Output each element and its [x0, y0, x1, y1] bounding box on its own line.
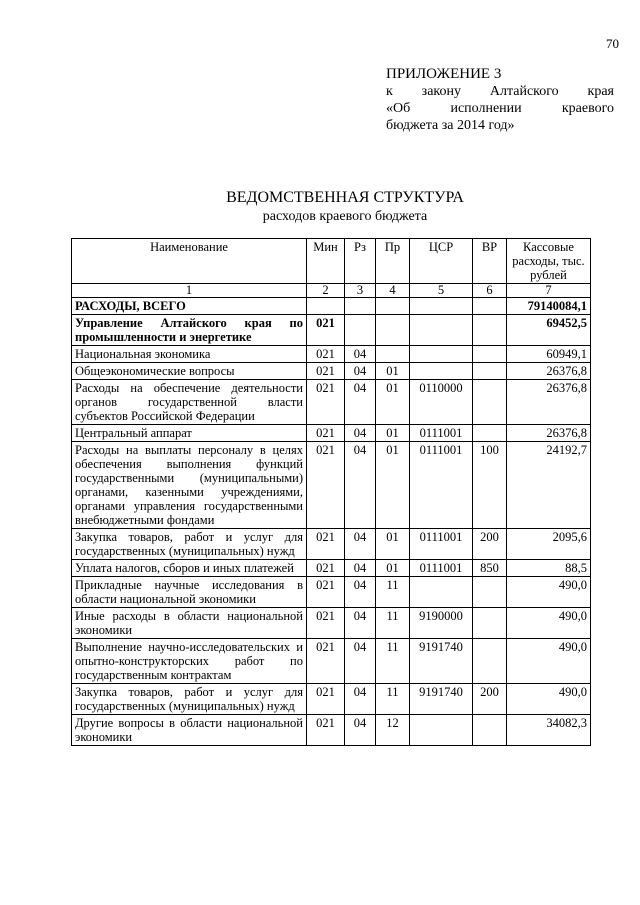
- cell-rz: 04: [345, 684, 376, 715]
- cell-rz: 04: [345, 608, 376, 639]
- cell-vr: [473, 298, 507, 315]
- cell-vr: 200: [473, 684, 507, 715]
- cell-rz: 04: [345, 363, 376, 380]
- table-body: [72, 298, 591, 746]
- header-csr: ЦСР: [410, 239, 473, 284]
- cell-name: Национальная экономика: [72, 346, 307, 363]
- column-number: 7: [507, 284, 591, 298]
- cell-pr: 11: [376, 608, 410, 639]
- table-row: [72, 380, 591, 425]
- cell-rz: 04: [345, 715, 376, 746]
- cell-rz: 04: [345, 639, 376, 684]
- table-row: [72, 442, 591, 529]
- cell-amount: 24192,7: [507, 442, 591, 529]
- cell-vr: [473, 715, 507, 746]
- cell-min: 021: [307, 442, 345, 529]
- cell-vr: [473, 346, 507, 363]
- cell-amount: 34082,3: [507, 715, 591, 746]
- cell-pr: 01: [376, 425, 410, 442]
- cell-amount: 490,0: [507, 608, 591, 639]
- header-amount: Кассовые расходы, тыс. рублей: [507, 239, 591, 284]
- table-row: [72, 560, 591, 577]
- cell-amount: 88,5: [507, 560, 591, 577]
- cell-vr: [473, 577, 507, 608]
- table-row: [72, 684, 591, 715]
- cell-pr: 11: [376, 684, 410, 715]
- cell-name: Выполнение научно-исследовательских и опытно-конструкторских работ по государственным контрактам: [72, 639, 307, 684]
- cell-name: РАСХОДЫ, ВСЕГО: [72, 298, 307, 315]
- cell-amount: 26376,8: [507, 425, 591, 442]
- table-row: [72, 529, 591, 560]
- column-number: 5: [410, 284, 473, 298]
- cell-rz: 04: [345, 560, 376, 577]
- cell-amount: 79140084,1: [507, 298, 591, 315]
- table-row: [72, 425, 591, 442]
- cell-pr: 12: [376, 715, 410, 746]
- cell-min: 021: [307, 315, 345, 346]
- table-column-numbers-row: [72, 284, 591, 298]
- cell-vr: 850: [473, 560, 507, 577]
- cell-rz: 04: [345, 442, 376, 529]
- cell-name: Другие вопросы в области национальной экономики: [72, 715, 307, 746]
- cell-rz: 04: [345, 346, 376, 363]
- budget-table: [71, 238, 591, 746]
- appendix-line-1: [386, 83, 614, 100]
- cell-vr: 200: [473, 529, 507, 560]
- page-number: 70: [606, 36, 619, 51]
- column-number: 4: [376, 284, 410, 298]
- cell-pr: 11: [376, 639, 410, 684]
- table-row: [72, 608, 591, 639]
- cell-min: [307, 298, 345, 315]
- cell-name: Центральный аппарат: [72, 425, 307, 442]
- cell-amount: 60949,1: [507, 346, 591, 363]
- cell-name: Расходы на обеспечение деятельности органов государственной власти субъектов Российской Федерации: [72, 380, 307, 425]
- cell-vr: 100: [473, 442, 507, 529]
- cell-amount: 490,0: [507, 684, 591, 715]
- cell-min: 021: [307, 577, 345, 608]
- cell-csr: [410, 363, 473, 380]
- cell-vr: [473, 315, 507, 346]
- table-row: [72, 363, 591, 380]
- appendix-line-3: бюджета за 2014 год»: [386, 118, 515, 133]
- cell-amount: 69452,5: [507, 315, 591, 346]
- header-name: Наименование: [72, 239, 307, 284]
- cell-vr: [473, 380, 507, 425]
- table-row: [72, 639, 591, 684]
- cell-name: Управление Алтайского края по промышленности и энергетике: [72, 315, 307, 346]
- appendix-title: ПРИЛОЖЕНИЕ 3: [386, 66, 502, 82]
- column-number: 6: [473, 284, 507, 298]
- cell-name: Расходы на выплаты персоналу в целях обеспечения выполнения функций государственными (муниципальными) органами, казенными учреждениями, органами управления государственными внебюджетными фондами: [72, 442, 307, 529]
- cell-amount: 26376,8: [507, 380, 591, 425]
- cell-pr: 11: [376, 577, 410, 608]
- cell-pr: 01: [376, 442, 410, 529]
- header-min: Мин: [307, 239, 345, 284]
- appendix-word: краевого: [561, 101, 614, 116]
- header-rz: Рз: [345, 239, 376, 284]
- cell-pr: 01: [376, 363, 410, 380]
- cell-min: 021: [307, 346, 345, 363]
- cell-min: 021: [307, 608, 345, 639]
- cell-pr: [376, 298, 410, 315]
- cell-rz: 04: [345, 380, 376, 425]
- cell-csr: [410, 298, 473, 315]
- cell-pr: [376, 346, 410, 363]
- heading-main: ВЕДОМСТВЕННАЯ СТРУКТУРА: [226, 189, 464, 206]
- cell-rz: 04: [345, 577, 376, 608]
- cell-min: 021: [307, 560, 345, 577]
- cell-csr: 9191740: [410, 639, 473, 684]
- appendix-word: края: [587, 84, 614, 99]
- column-number: 2: [307, 284, 345, 298]
- column-number: 3: [345, 284, 376, 298]
- cell-amount: 2095,6: [507, 529, 591, 560]
- cell-csr: 9190000: [410, 608, 473, 639]
- table-row: [72, 298, 591, 315]
- cell-min: 021: [307, 363, 345, 380]
- appendix-word: исполнении: [450, 101, 522, 116]
- cell-csr: 0111001: [410, 529, 473, 560]
- cell-name: Иные расходы в области национальной экономики: [72, 608, 307, 639]
- cell-min: 021: [307, 529, 345, 560]
- heading-sub: расходов краевого бюджета: [262, 209, 428, 224]
- table-row: [72, 315, 591, 346]
- cell-pr: [376, 315, 410, 346]
- table-row: [72, 577, 591, 608]
- cell-pr: 01: [376, 560, 410, 577]
- cell-csr: 0111001: [410, 425, 473, 442]
- cell-vr: [473, 363, 507, 380]
- document-heading: [70, 188, 620, 226]
- column-number: 1: [72, 284, 307, 298]
- table-row: [72, 715, 591, 746]
- appendix-word: Алтайского: [489, 84, 559, 99]
- cell-rz: 04: [345, 529, 376, 560]
- cell-min: 021: [307, 684, 345, 715]
- header-pr: Пр: [376, 239, 410, 284]
- appendix-word: «Об: [386, 101, 411, 116]
- cell-csr: 0111001: [410, 560, 473, 577]
- cell-csr: [410, 715, 473, 746]
- cell-csr: [410, 346, 473, 363]
- cell-name: Уплата налогов, сборов и иных платежей: [72, 560, 307, 577]
- cell-amount: 490,0: [507, 577, 591, 608]
- cell-rz: 04: [345, 425, 376, 442]
- cell-name: Общеэкономические вопросы: [72, 363, 307, 380]
- cell-amount: 490,0: [507, 639, 591, 684]
- cell-name: Закупка товаров, работ и услуг для государственных (муниципальных) нужд: [72, 529, 307, 560]
- cell-vr: [473, 639, 507, 684]
- table-header-row: [72, 239, 591, 284]
- cell-min: 021: [307, 425, 345, 442]
- appendix-block: [386, 66, 614, 134]
- cell-csr: 0111001: [410, 442, 473, 529]
- cell-vr: [473, 608, 507, 639]
- cell-csr: [410, 577, 473, 608]
- cell-min: 021: [307, 380, 345, 425]
- cell-amount: 26376,8: [507, 363, 591, 380]
- cell-pr: 01: [376, 380, 410, 425]
- appendix-word: к: [386, 84, 393, 99]
- cell-pr: 01: [376, 529, 410, 560]
- cell-name: Прикладные научные исследования в области национальной экономики: [72, 577, 307, 608]
- cell-min: 021: [307, 715, 345, 746]
- header-vr: ВР: [473, 239, 507, 284]
- cell-rz: [345, 298, 376, 315]
- cell-csr: 9191740: [410, 684, 473, 715]
- cell-vr: [473, 425, 507, 442]
- table-row: [72, 346, 591, 363]
- cell-rz: [345, 315, 376, 346]
- cell-name: Закупка товаров, работ и услуг для государственных (муниципальных) нужд: [72, 684, 307, 715]
- appendix-line-2: [386, 100, 614, 117]
- appendix-word: закону: [421, 84, 461, 99]
- cell-csr: [410, 315, 473, 346]
- cell-min: 021: [307, 639, 345, 684]
- cell-csr: 0110000: [410, 380, 473, 425]
